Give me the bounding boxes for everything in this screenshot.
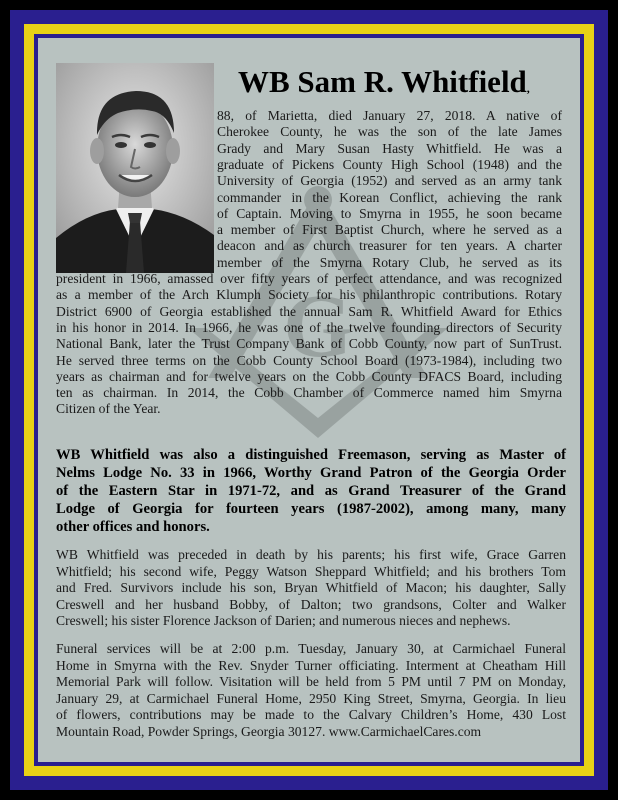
funeral-line: January 29, at Carmichael Funeral Home, 2950 King Street, Smyrna, Georgia. In lieu <box>56 690 566 706</box>
bio-line: in his honor in 2014. In 1966, he was one of the twelve founding directors of Security <box>56 319 562 335</box>
funeral-line: of flowers, contributions may be made to the Calvary Children’s Home, 430 Lost <box>56 707 566 723</box>
bio-line: a member of First Baptist Church, where he served as a <box>217 222 562 238</box>
bio-line: graduate of Pickens County High School (1948) and the <box>217 156 562 172</box>
survivors-line: Creswell and her husband Bobby, of Dalton; two grandsons, Colter and Walker <box>56 596 566 612</box>
bio-line: Cherokee County, he was the son of the late James <box>217 124 562 140</box>
bio-line: president in 1966, amassed over fifty years of perfect attendance, and was recognized <box>56 271 562 286</box>
bio-line: as a member of the Arch Klumph Society for his philanthropic contributions. Rotary <box>56 287 562 303</box>
masonic-line: Lodge of Georgia for fourteen years (1987-2002), among many, many <box>56 501 566 517</box>
survivors-line: Whitfield; his second wife, Peggy Watson Sheppard Whitfield; and his brothers Tom <box>56 563 566 579</box>
funeral-line: Home in Smyrna with the Rev. Snyder Turner officiating. Interment at Cheatham Hill <box>56 657 566 673</box>
bio-line: Citizen of the Year. <box>56 401 161 417</box>
bio-line: ten as chairman. In 2014, the Cobb Chamber of Commerce named him Smyrna <box>56 385 562 401</box>
masonic-line: WB Whitfield was also a distinguished Freemason, serving as Master of <box>56 447 566 463</box>
survivors-line: Creswell; his sister Florence Jackson of Darien; and numerous nieces and nephews. <box>56 613 511 629</box>
bio-line: member of the Smyrna Rotary Club, he served as its <box>217 254 562 270</box>
funeral-line: Memorial Park will follow. Visitation will be held from 5 PM until 7 PM on Monday, <box>56 674 566 690</box>
portrait-photo <box>56 63 214 273</box>
masonic-line: of the Eastern Star in 1971-72, and as Grand Treasurer of the Grand <box>56 483 566 499</box>
funeral-paragraph <box>56 641 566 741</box>
bio-line: commander in the Korean Conflict, achieving the rank <box>217 189 562 205</box>
masonic-line: Nelms Lodge No. 33 in 1966, Worthy Grand Patron of the Georgia Order <box>56 465 566 481</box>
bio-line: of Captain. Moving to Smyrna in 1955, he soon became <box>217 205 562 221</box>
deceased-name: WB Sam R. Whitfield, <box>238 64 530 99</box>
bio-line: National Bank, later the Trust Company Bank of Cobb County, now part of SunTrust. <box>56 336 562 352</box>
svg-text:G: G <box>282 277 354 376</box>
funeral-line: Mountain Road, Powder Springs, Georgia 30127. www.CarmichaelCares.com <box>56 723 482 739</box>
survivors-line: and Fred. Survivors include his son, Bryan Whitfield of Macon; his daughter, Sally <box>56 580 566 596</box>
bio-line: University of Georgia (1952) and served as an army tank <box>217 173 562 189</box>
bio-line: District 6900 of Georgia established the annual Sam R. Whitfield Award for Ethics <box>56 303 562 319</box>
survivors-paragraph <box>56 547 566 630</box>
bio-line: deacon and as church treasurer for ten years. A charter <box>217 238 562 254</box>
masonic-paragraph <box>56 446 566 536</box>
bio-line: 88, of Marietta, died January 27, 2018. A native of <box>217 108 562 123</box>
bio-line: years as chairman and for twelve years on the Cobb County DFACS Board, including <box>56 368 562 384</box>
bio-line: Grady and Mary Susan Hasty Whitfield. He was a <box>217 140 562 156</box>
funeral-line: Funeral services will be at 2:00 p.m. Tuesday, January 30, at Carmichael Funeral <box>56 641 566 656</box>
masonic-line: other offices and honors. <box>56 519 210 535</box>
survivors-line: WB Whitfield was preceded in death by his parents; his first wife, Grace Garren <box>56 547 566 562</box>
obituary-panel <box>38 38 580 762</box>
bio-line: He served three terms on the Cobb County School Board (1973-1984), including two <box>56 352 562 368</box>
